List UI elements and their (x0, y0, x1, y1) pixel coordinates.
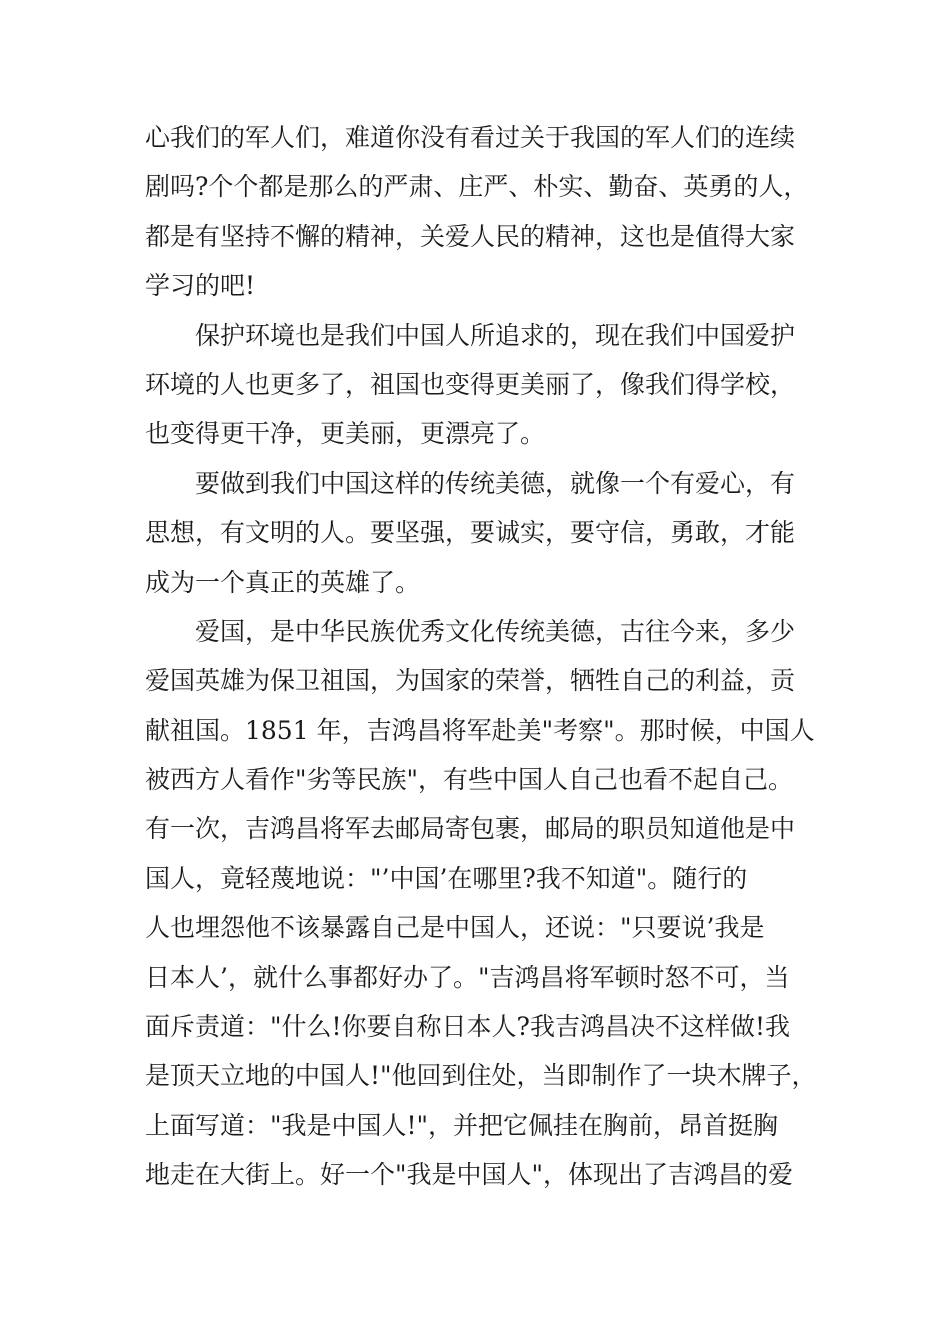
text-line: 献祖国。1851 年，吉鸿昌将军赴美"考察"。那时候，中国人 (145, 715, 815, 745)
text-line: 人也埋怨他不该暴露自己是中国人，还说："只要说’我是 (145, 913, 765, 943)
paragraph-start-line: 要做到我们中国这样的传统美德，就像一个有爱心，有 (195, 468, 796, 498)
paragraph-start-line: 保护环境也是我们中国人所追求的，现在我们中国爱护 (195, 320, 796, 350)
text-line: 也变得更干净，更美丽，更漂亮了。 (145, 419, 546, 449)
text-line: 日本人’，就什么事都好办了。"吉鸿昌将军顿时怒不可，当 (145, 962, 790, 992)
text-line: 爱国英雄为保卫祖国，为国家的荣誉，牺牲自己的利益，贡 (145, 666, 796, 696)
text-line: 成为一个真正的英雄了。 (145, 567, 421, 597)
text-line: 学习的吧! (145, 271, 256, 301)
text-line: 面斥责道："什么!你要自称日本人?我吉鸿昌决不这样做!我 (145, 1012, 790, 1042)
text-line: 地走在大街上。好一个"我是中国人"，体现出了吉鸿昌的爱 (145, 1160, 794, 1190)
text-line: 国人，竟轻蔑地说："’中国’在哪里?我不知道"。随行的 (145, 863, 748, 893)
text-line: 心我们的军人们，难道你没有看过关于我国的军人们的连续 (145, 123, 796, 152)
text-line: 被西方人看作"劣等民族"，有些中国人自己也看不起自己。 (145, 765, 794, 795)
text-line: 都是有坚持不懈的精神，关爱人民的精神，这也是值得大家 (145, 221, 796, 251)
body-text (145, 113, 817, 1200)
text-line: 上面写道："我是中国人!"，并把它佩挂在胸前，昂首挺胸 (145, 1110, 779, 1140)
paragraph-start-line: 爱国，是中华民族优秀文化传统美德，古往今来，多少 (195, 616, 796, 646)
text-line: 思想，有文明的人。要坚强，要诚实，要守信，勇敢，才能 (145, 518, 796, 548)
text-line: 环境的人也更多了，祖国也变得更美丽了，像我们得学校， (145, 369, 796, 399)
text-line: 是顶天立地的中国人!"他回到住处，当即制作了一块木牌子， (145, 1061, 817, 1091)
text-line: 有一次，吉鸿昌将军去邮局寄包裹，邮局的职员知道他是中 (145, 814, 796, 844)
text-line: 剧吗?个个都是那么的严肃、庄严、朴实、勤奋、英勇的人， (145, 172, 809, 202)
